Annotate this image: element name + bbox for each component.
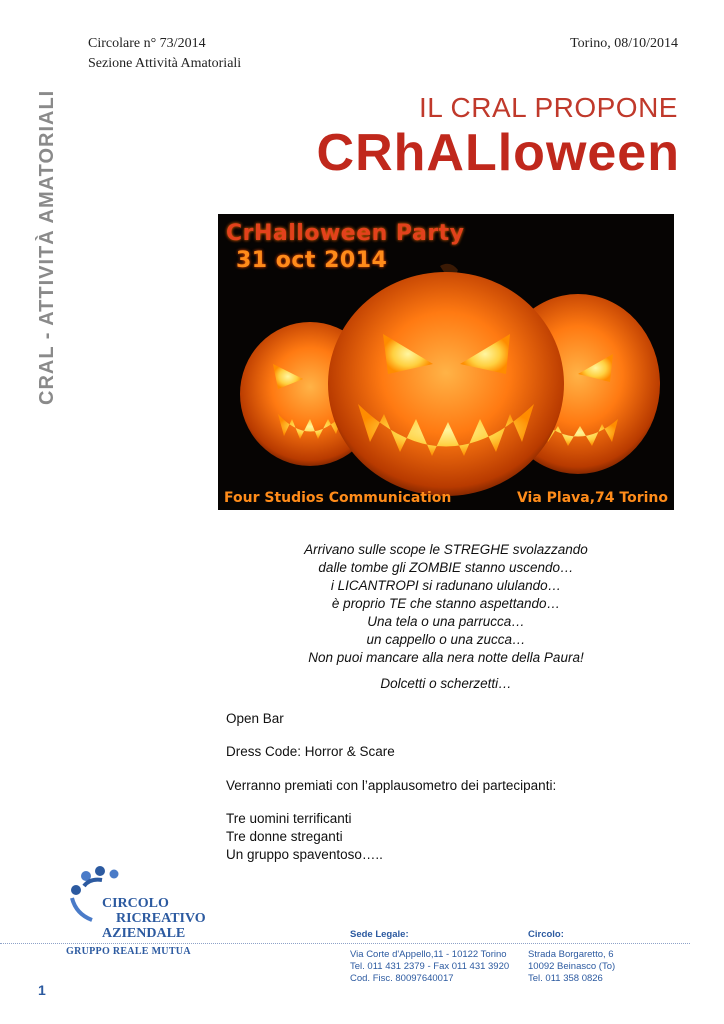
poem-line: un cappello o una zucca… [366,632,526,647]
page-number: 1 [38,982,46,998]
event-poster [218,214,674,510]
sede-line: Tel. 011 431 2379 - Fax 011 431 3920 [350,961,510,972]
sede-legale [350,929,509,985]
sede-heading: Sede Legale: [350,929,409,940]
logo-text [102,896,206,941]
prize-item: Un gruppo spaventoso….. [226,847,383,862]
poster-organizer: Four Studios Communication [224,490,452,506]
poster-date: 31 oct 2014 [236,248,388,273]
poster-address: Via Plava,74 Torino [516,490,668,506]
circolare-number: Circolare n° 73/2014 [88,36,206,51]
poem-line: Non puoi mancare alla nera notte della Paura! [308,650,584,665]
side-label: CRAL - ATTIVITÀ AMATORIALI [36,89,58,405]
circolo-logo [66,862,226,962]
logo-line: RICREATIVO [116,911,206,926]
main-title: CRhALloween [316,124,680,182]
dress-code: Dress Code: Horror & Scare [226,744,395,759]
prize-item: Tre donne streganti [226,829,343,844]
section-name: Sezione Attività Amatoriali [88,56,242,71]
logo-line: CIRCOLO [102,896,169,911]
circolo-address [528,929,615,985]
prize-item: Tre uomini terrificanti [226,811,352,826]
poem-line: Una tela o una parrucca… [367,614,525,629]
circolo-line: Strada Borgaretto, 6 [528,949,614,960]
poem-line: i LICANTROPI si radunano ululando… [330,578,562,593]
sede-line: Cod. Fisc. 80097640017 [350,973,454,984]
dolcetti-line: Dolcetti o scherzetti… [380,676,512,691]
open-bar: Open Bar [226,711,284,726]
poem-line: è proprio TE che stanno aspettando… [331,596,561,611]
poem-line: dalle tombe gli ZOMBIE stanno uscendo… [318,560,574,575]
circolo-line: Tel. 011 358 0826 [528,973,603,984]
title-kicker: IL CRAL PROPONE [418,92,678,123]
poem [218,541,674,667]
pumpkin-center [328,264,564,496]
circolo-line: 10092 Beinasco (To) [528,961,616,972]
premi-text: Verranno premiati con l’applausometro dei partecipanti: [226,778,557,793]
header-left [88,34,241,74]
poster-title: CrHalloween Party [226,221,465,246]
sede-line: Via Corte d'Appello,11 - 10122 Torino [350,949,507,960]
circolo-heading: Circolo: [528,929,564,940]
logo-subtitle: GRUPPO REALE MUTUA [66,946,191,957]
logo-line: AZIENDALE [102,926,186,941]
poem-line: Arrivano sulle scope le STREGHE svolazzando [304,542,588,557]
prize-list [226,810,383,864]
place-date: Torino, 08/10/2014 [570,36,678,51]
